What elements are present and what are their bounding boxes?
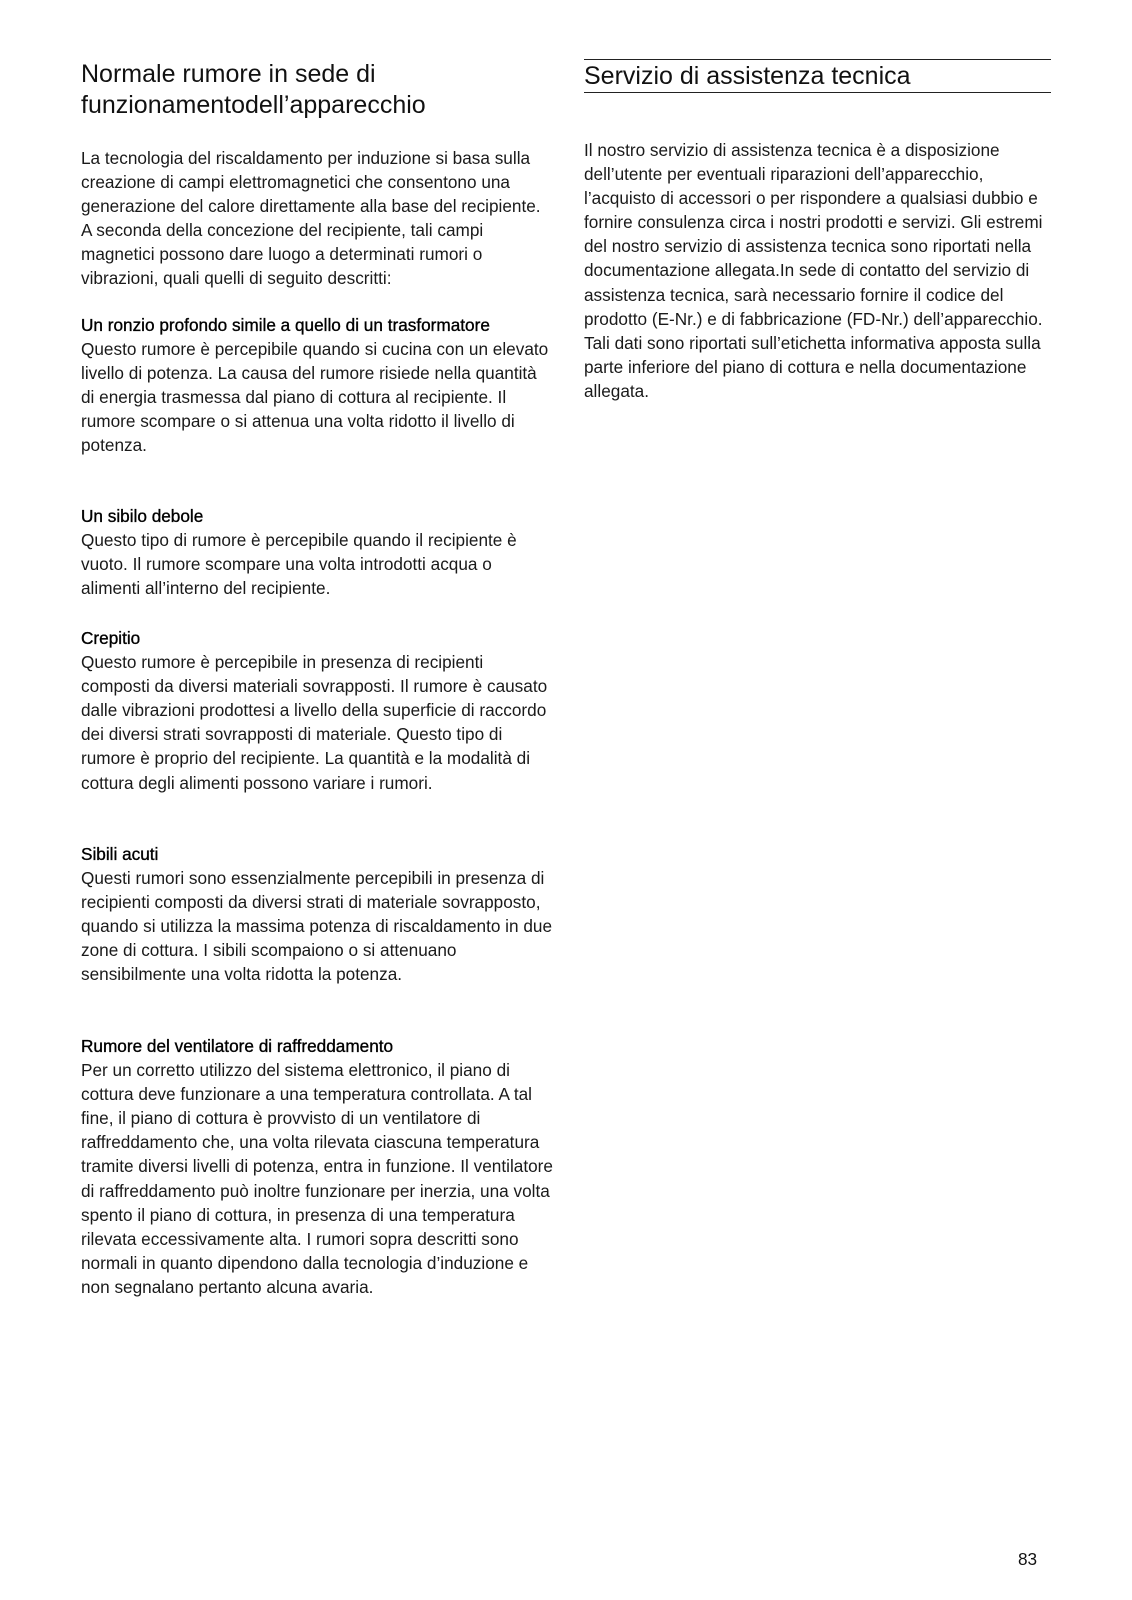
subsection-body: Questo tipo di rumore è percepibile quando il recipiente è vuoto. Il rumore scompare una volta introdotti acqua o alimenti all’interno del recipiente. [81,530,517,599]
subsection-body: Questo rumore è percepibile quando si cucina con un elevato livello di potenza. La causa del rumore risiede nella quantità di energia trasmessa dal piano di cottura al recipiente. Il rumore scompare o si attenua una volta ridotto il livello di potenza. [81,339,549,456]
subsection-body: Questi rumori sono essenzialmente percepibili in presenza di recipienti composti da diversi strati di materiale sovrapposto, quando si utilizza la massima potenza di riscaldamento in due zone di cottura. I sibili scompaiono o si attenuano sensibilmente una volta ridotta la potenza. [81,868,553,985]
subsection-heading: Un ronzio profondo simile a quello di un trasformatore [81,315,490,335]
section-title-service: Servizio di assistenza tecnica [584,62,911,90]
service-paragraph: Il nostro servizio di assistenza tecnica è a disposizione dell’utente per eventuali riparazioni dell’apparecchio, l’acquisto di accessori o per rispondere a qualsiasi dubbio e fornire consulenza circa i nostri prodotti e servizi. Gli estremi del nostro servizio di assistenza tecnica sono riportati nella documentazione allegata.In sede di contatto del servizio di assistenza tecnica, sarà necessario fornire il codice del prodotto (E-Nr.) e di fabbricazione (FD-Nr.) dell’apparecchio. Tali dati sono riportati sull’etichetta informativa apposta sulla parte inferiore del piano di cottura e nella documentazione allegata. [584,140,1043,401]
page-number: 83 [1018,1549,1038,1569]
subsection-heading: Rumore del ventilatore di raffreddamento [81,1036,394,1056]
section-title-noise: Normale rumore in sede di funzionamentodell’apparecchio [81,60,426,119]
noise-section-cooling-fan [81,1034,553,1299]
noise-section-high-whistles [81,842,553,987]
noise-section-weak-hiss [81,504,553,600]
subsection-body: Questo rumore è percepibile in presenza di recipienti composti da diversi materiali sovrapposti. Il rumore è causato dalle vibrazioni prodottesi a livello della superficie di raccordo dei diversi strati sovrapposti di materiale. Questo tipo di rumore è proprio del recipiente. La quantità e la modalità di cottura degli alimenti possono variare i rumori. [81,652,548,793]
subsection-body: Per un corretto utilizzo del sistema elettronico, il piano di cottura deve funzionare a una temperatura controllata. A tal fine, il piano di cottura è provvisto di un ventilatore di raffreddamento che, una volta rilevata ciascuna temperatura tramite diversi livelli di potenza, entra in funzione. Il ventilatore di raffreddamento può inoltre funzionare per inerzia, una volta spento il piano di cottura, in presenza di una temperatura rilevata eccessivamente alta. I rumori sopra descritti sono normali in quanto dipendono dalla tecnologia d’induzione e non segnalano pertanto alcuna avaria. [81,1060,553,1297]
subsection-heading: Sibili acuti [81,844,159,864]
noise-section-crackling [81,626,553,795]
section-title-rule-box [584,59,1051,93]
intro-paragraph: La tecnologia del riscaldamento per induzione si basa sulla creazione di campi elettromagnetici che consentono una generazione del calore direttamente alla base del recipiente. A seconda della concezione del recipiente, tali campi magnetici possono dare luogo a determinati rumori o vibrazioni, quali quelli di seguito descritti: [81,148,541,289]
noise-section-transformer-hum [81,313,553,458]
subsection-heading: Un sibilo debole [81,506,204,526]
subsection-heading: Crepitio [81,628,141,648]
